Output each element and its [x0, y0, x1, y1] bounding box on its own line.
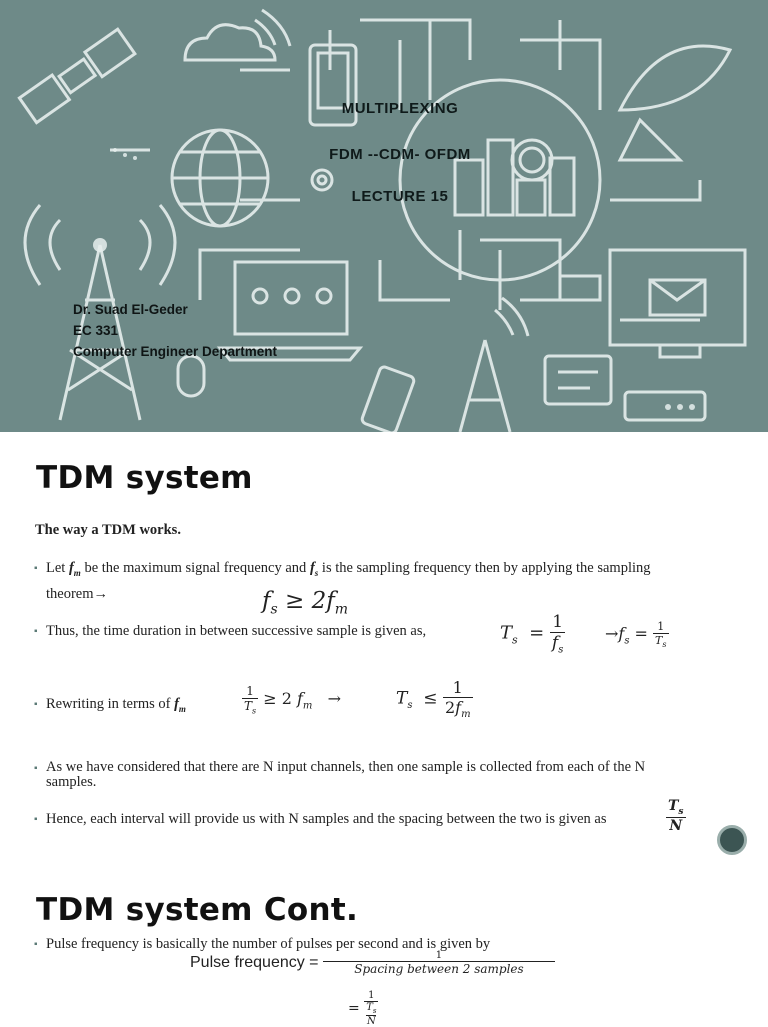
bullet-pulse-frequency: ▪ Pulse frequency is basically the number of pulses per second and is given by [46, 935, 490, 953]
title-line-3: LECTURE 15 [351, 188, 449, 205]
author-name: Dr. Suad El-Geder [73, 302, 188, 317]
technology-illustration [0, 0, 768, 432]
bullet-rewriting: ▪ Rewriting in terms of $f_m$ [46, 695, 186, 718]
rewrite-equation: $\frac{1}{T_s}$ ≥ 2 $f_m$ → [244, 684, 342, 716]
pulse-frequency-equation: Pulse frequency = $\frac{1}{\text{Spacing between 2 samples}}$ [190, 950, 555, 976]
title-slide-banner [0, 0, 768, 432]
author-block [73, 299, 277, 362]
ts-bound-equation: $T_s$ ≤ $\frac{1}{2f_m}$ [396, 678, 471, 721]
bullet-channels: ▪ As we have considered that there are N input channels, then one sample is collected from each of the N samples. [46, 760, 746, 790]
slide-heading-2: TDM system Cont. [36, 892, 359, 928]
intro-text: The way a TDM works. [35, 522, 181, 538]
bullet-sampling: ▪ Let $f_m$ be the maximum signal frequency and $f_s$ is the sampling frequency then by applying the sampling [46, 559, 746, 582]
bullet-time-duration: ▪ Thus, the time duration in between successive sample is given as, [46, 622, 426, 640]
department: Computer Engineer Department [73, 344, 278, 359]
course-code: EC 331 [73, 323, 119, 338]
bullet-spacing: ▪ Hence, each interval will provide us with N samples and the spacing between the two is given as [46, 810, 607, 828]
title-line-2: FDM --CDM- OFDM [329, 146, 471, 163]
spacing-equation: $\frac{T_s}{N}$ [668, 798, 684, 834]
pulse-frequency-result: = 1 $T_s$ N [348, 990, 377, 1027]
fs-equation: $\to f_s$ = $\frac{1}{T_s}$ [605, 620, 667, 650]
nyquist-equation: $f_s \ge 2f_m$ [262, 588, 349, 618]
title-line-1: MULTIPLEXING [341, 100, 459, 117]
slide-nav-button[interactable] [717, 825, 747, 855]
theorem-text: theorem→ [46, 586, 109, 602]
ts-equation: $T_s$ = $\frac{1}{f_s}$ [500, 612, 564, 656]
slide-heading: TDM system [36, 460, 253, 496]
